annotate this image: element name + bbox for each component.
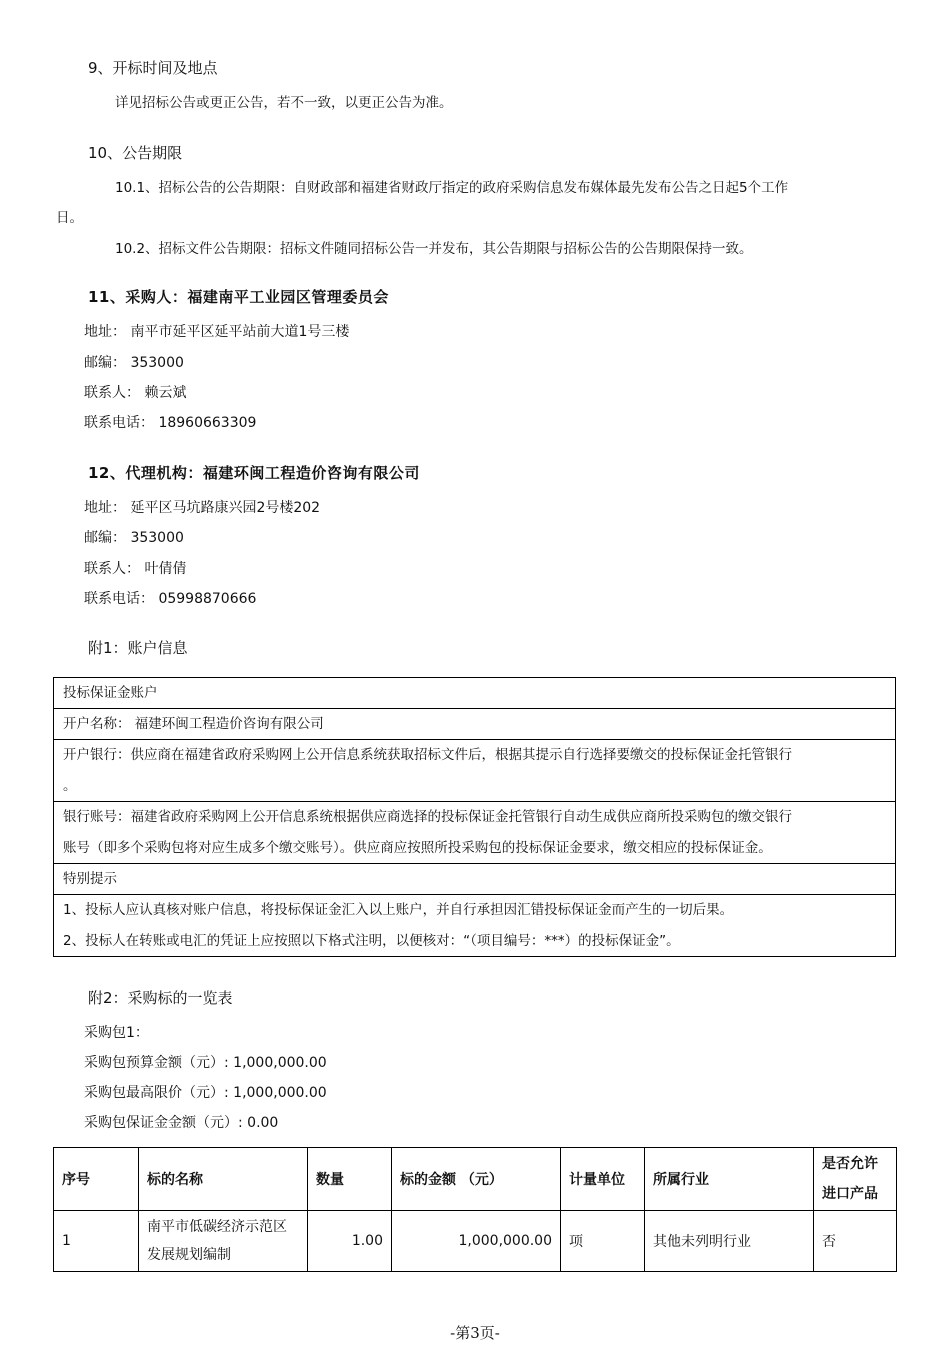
account-row-title: 投标保证金账户 <box>54 678 895 709</box>
account-row-bank <box>54 740 895 802</box>
section-10-1-line1: 10.1、招标公告的公告期限：自财政部和福建省财政厅指定的政府采购信息发布媒体最先发布公告之日起5个工作 <box>115 180 789 196</box>
account-row-name: 开户名称： 福建环闽工程造价咨询有限公司 <box>54 709 895 740</box>
section-12-heading: 12、代理机构：福建环闽工程造价咨询有限公司 <box>88 464 420 482</box>
section-10-2-text: 10.2、招标文件公告期限：招标文件随同招标公告一并发布，其公告期限与招标公告的公告期限保持一致。 <box>115 241 753 257</box>
header-qty: 数量 <box>308 1148 392 1211</box>
header-industry: 所属行业 <box>645 1148 814 1211</box>
cell-amount: 1,000,000.00 <box>392 1211 561 1272</box>
account-row-bank-line2: 。 <box>63 778 77 794</box>
account-row-notice-title: 特别提示 <box>54 864 895 895</box>
header-unit: 计量单位 <box>561 1148 645 1211</box>
package-deposit: 采购包保证金金额（元）: 0.00 <box>84 1115 279 1131</box>
cell-name-line2: 发展规划编制 <box>147 1247 231 1263</box>
agency-contact: 联系人： 叶倩倩 <box>84 561 187 577</box>
appendix-2-heading: 附2：采购标的一览表 <box>88 989 233 1007</box>
table-row <box>54 1211 897 1272</box>
account-row-number-line1: 银行账号：福建省政府采购网上公开信息系统根据供应商选择的投标保证金托管银行自动生成供应商所投采购包的缴交银行 <box>63 809 792 825</box>
header-amount: 标的金额 （元） <box>392 1148 561 1211</box>
cell-unit: 项 <box>561 1211 645 1272</box>
section-9-heading: 9、开标时间及地点 <box>88 59 218 77</box>
purchaser-phone: 联系电话： 18960663309 <box>84 415 257 431</box>
package-max-price: 采购包最高限价（元）: 1,000,000.00 <box>84 1085 327 1101</box>
page-footer: -第3页- <box>450 1324 500 1342</box>
account-row-number <box>54 802 895 864</box>
account-notice-1: 1、投标人应认真核对账户信息，将投标保证金汇入以上账户，并自行承担因汇错投标保证金而产生的一切后果。 <box>63 902 734 918</box>
appendix-1-heading: 附1：账户信息 <box>88 639 188 657</box>
cell-name <box>139 1211 308 1272</box>
cell-qty: 1.00 <box>308 1211 392 1272</box>
purchaser-postcode: 邮编： 353000 <box>84 355 184 371</box>
agency-phone: 联系电话： 05998870666 <box>84 591 257 607</box>
header-import-line2: 进口产品 <box>822 1186 878 1202</box>
header-name: 标的名称 <box>139 1148 308 1211</box>
purchaser-address: 地址： 南平市延平区延平站前大道1号三楼 <box>84 324 350 340</box>
section-11-heading: 11、采购人：福建南平工业园区管理委员会 <box>88 288 389 306</box>
account-info-table <box>53 677 896 957</box>
section-9-text: 详见招标公告或更正公告，若不一致，以更正公告为准。 <box>115 95 453 111</box>
package-label: 采购包1： <box>84 1025 149 1041</box>
cell-industry: 其他未列明行业 <box>645 1211 814 1272</box>
cell-no: 1 <box>54 1211 139 1272</box>
section-10-heading: 10、公告期限 <box>88 144 183 162</box>
account-row-notice <box>54 895 895 956</box>
package-budget: 采购包预算金额（元）: 1,000,000.00 <box>84 1055 327 1071</box>
purchaser-contact: 联系人： 赖云斌 <box>84 385 187 401</box>
cell-name-line1: 南平市低碳经济示范区 <box>147 1219 287 1235</box>
agency-address: 地址： 延平区马坑路康兴园2号楼202 <box>84 500 321 516</box>
account-row-bank-line1: 开户银行：供应商在福建省政府采购网上公开信息系统获取招标文件后，根据其提示自行选择要缴交的投标保证金托管银行 <box>63 747 792 763</box>
section-10-1-line2: 日。 <box>56 210 83 226</box>
table-header-row <box>54 1148 897 1211</box>
procurement-items-table <box>53 1147 897 1272</box>
account-row-number-line2: 账号（即多个采购包将对应生成多个缴交账号）。供应商应按照所投采购包的投标保证金要求，缴交相应的投标保证金。 <box>63 840 772 856</box>
header-import <box>814 1148 897 1211</box>
header-no: 序号 <box>54 1148 139 1211</box>
cell-import: 否 <box>814 1211 897 1272</box>
account-notice-2: 2、投标人在转账或电汇的凭证上应按照以下格式注明，以便核对：“（项目编号：***）的投标保证金”。 <box>63 933 680 949</box>
agency-postcode: 邮编： 353000 <box>84 530 184 546</box>
header-import-line1: 是否允许 <box>822 1156 878 1172</box>
